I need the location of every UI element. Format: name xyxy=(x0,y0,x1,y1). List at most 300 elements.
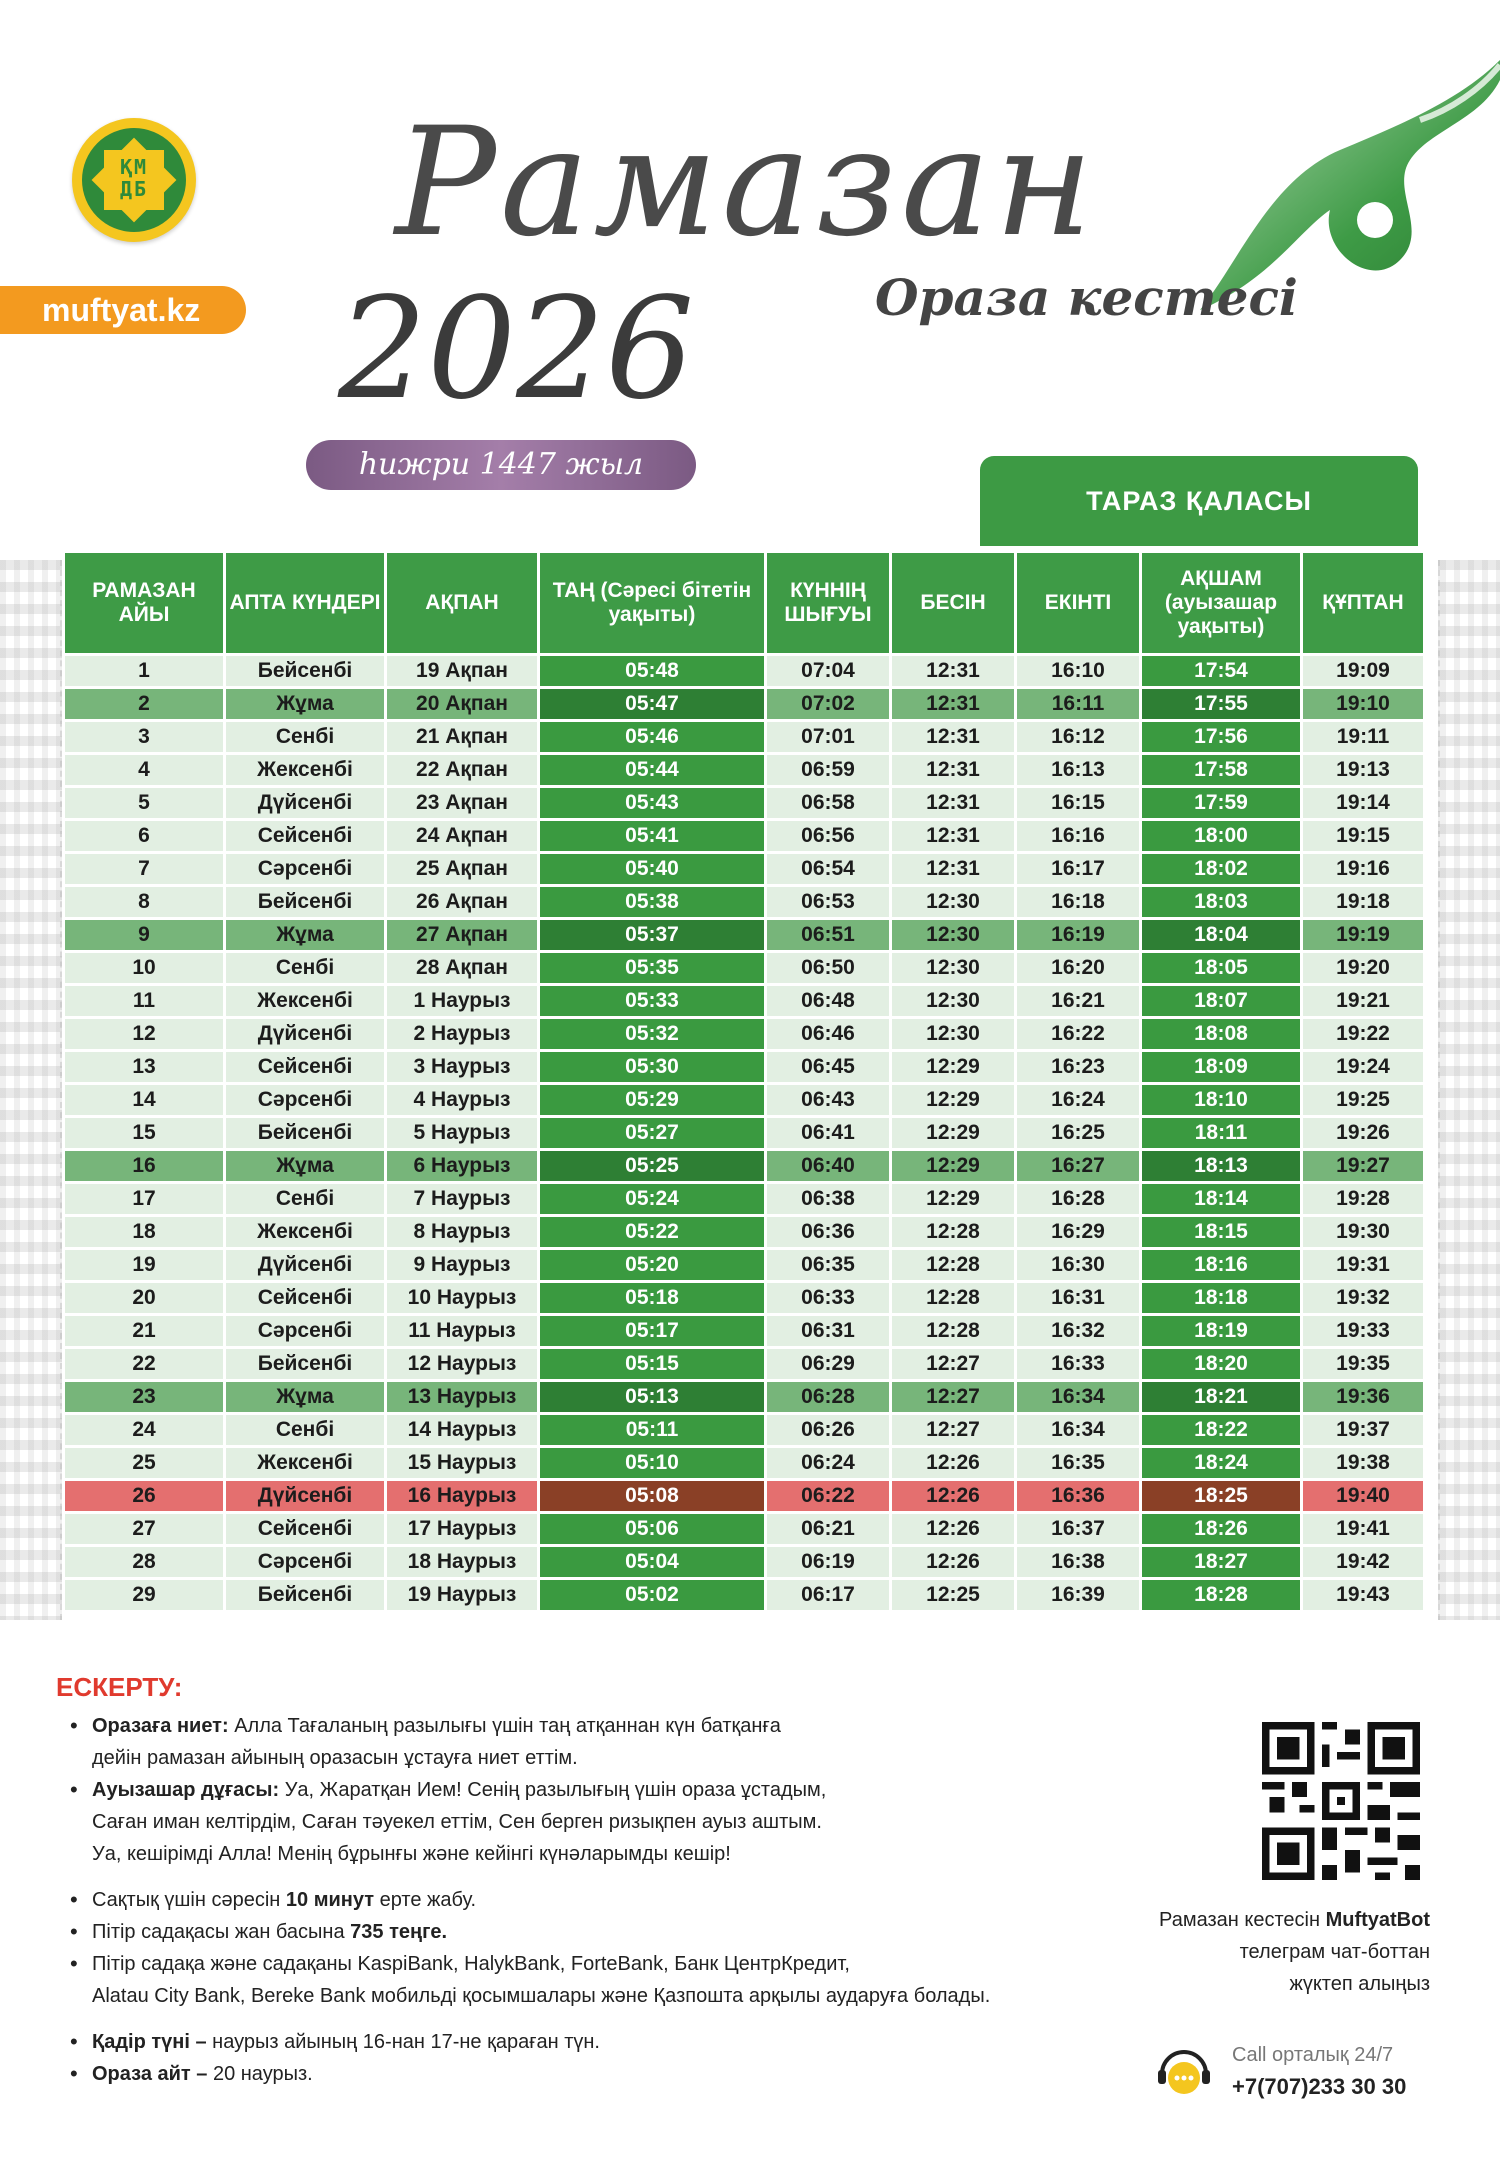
cell-aqsham: 18:26 xyxy=(1142,1514,1300,1544)
cell-d: 11 xyxy=(65,986,223,1016)
cell-quptan: 19:11 xyxy=(1303,722,1423,752)
cell-w: Бейсенбі xyxy=(226,656,384,686)
header-ekinti: ЕКІНТІ xyxy=(1017,553,1139,653)
note-bank-line1: Пітір садақа және садақаны KaspiBank, HalykBank, ForteBank, Банк ЦентрКредит, xyxy=(92,1953,850,1975)
cell-besin: 12:31 xyxy=(892,788,1014,818)
cell-besin: 12:30 xyxy=(892,986,1014,1016)
cell-quptan: 19:38 xyxy=(1303,1448,1423,1478)
cell-aqsham: 18:02 xyxy=(1142,854,1300,884)
note-niet-label: Оразаға ниет: xyxy=(92,1715,229,1737)
cell-quptan: 19:15 xyxy=(1303,821,1423,851)
cell-ekinti: 16:29 xyxy=(1017,1217,1139,1247)
cell-d: 8 xyxy=(65,887,223,917)
cell-besin: 12:26 xyxy=(892,1514,1014,1544)
cell-w: Сәрсенбі xyxy=(226,1547,384,1577)
cell-aqsham: 17:54 xyxy=(1142,656,1300,686)
cell-w: Сейсенбі xyxy=(226,821,384,851)
bot-name-link[interactable]: MuftyatBot xyxy=(1325,1909,1430,1931)
cell-ekinti: 16:32 xyxy=(1017,1316,1139,1346)
cell-quptan: 19:22 xyxy=(1303,1019,1423,1049)
cell-w: Дүйсенбі xyxy=(226,788,384,818)
note-bank xyxy=(70,1948,1130,2012)
cell-tan: 05:27 xyxy=(540,1118,764,1148)
cell-kun: 07:01 xyxy=(767,722,889,752)
table-row xyxy=(65,788,1423,818)
cell-besin: 12:28 xyxy=(892,1217,1014,1247)
cell-kun: 06:35 xyxy=(767,1250,889,1280)
cell-besin: 12:26 xyxy=(892,1448,1014,1478)
cell-quptan: 19:16 xyxy=(1303,854,1423,884)
cell-quptan: 19:09 xyxy=(1303,656,1423,686)
cell-quptan: 19:43 xyxy=(1303,1580,1423,1610)
cell-besin: 12:31 xyxy=(892,755,1014,785)
cell-besin: 12:31 xyxy=(892,854,1014,884)
cell-tan: 05:29 xyxy=(540,1085,764,1115)
table-row xyxy=(65,722,1423,752)
call-center-phone[interactable]: +7(707)233 30 30 xyxy=(1232,2074,1407,2099)
cell-besin: 12:29 xyxy=(892,1052,1014,1082)
note-saq-post: ерте жабу. xyxy=(374,1889,477,1911)
cell-w: Сәрсенбі xyxy=(226,854,384,884)
table-row xyxy=(65,887,1423,917)
cell-d: 20 xyxy=(65,1283,223,1313)
cell-w: Сәрсенбі xyxy=(226,1316,384,1346)
cell-aqsham: 18:22 xyxy=(1142,1415,1300,1445)
cell-tan: 05:46 xyxy=(540,722,764,752)
cell-ekinti: 16:19 xyxy=(1017,920,1139,950)
table-row xyxy=(65,1382,1423,1412)
cell-dt: 1 Наурыз xyxy=(387,986,537,1016)
cell-w: Жұма xyxy=(226,1382,384,1412)
cell-aqsham: 18:27 xyxy=(1142,1547,1300,1577)
cell-aqsham: 18:05 xyxy=(1142,953,1300,983)
table-row xyxy=(65,1019,1423,1049)
header-aqsham: АҚШАМ (ауызашар уақыты) xyxy=(1142,553,1300,653)
cell-besin: 12:27 xyxy=(892,1349,1014,1379)
note-ait-bold: Ораза айт – xyxy=(92,2063,208,2085)
cell-quptan: 19:18 xyxy=(1303,887,1423,917)
cell-aqsham: 18:11 xyxy=(1142,1118,1300,1148)
table-row xyxy=(65,986,1423,1016)
cell-aqsham: 18:03 xyxy=(1142,887,1300,917)
cell-kun: 06:54 xyxy=(767,854,889,884)
cell-besin: 12:29 xyxy=(892,1085,1014,1115)
muftyat-logo xyxy=(72,118,196,242)
cell-ekinti: 16:13 xyxy=(1017,755,1139,785)
cell-dt: 19 Наурыз xyxy=(387,1580,537,1610)
cell-kun: 06:17 xyxy=(767,1580,889,1610)
cell-w: Сейсенбі xyxy=(226,1052,384,1082)
cell-besin: 12:31 xyxy=(892,656,1014,686)
cell-ekinti: 16:28 xyxy=(1017,1184,1139,1214)
cell-quptan: 19:26 xyxy=(1303,1118,1423,1148)
cell-tan: 05:38 xyxy=(540,887,764,917)
cell-dt: 2 Наурыз xyxy=(387,1019,537,1049)
cell-quptan: 19:41 xyxy=(1303,1514,1423,1544)
cell-tan: 05:30 xyxy=(540,1052,764,1082)
cell-w: Бейсенбі xyxy=(226,887,384,917)
cell-ekinti: 16:17 xyxy=(1017,854,1139,884)
cell-kun: 06:36 xyxy=(767,1217,889,1247)
cell-kun: 07:04 xyxy=(767,656,889,686)
title-ramazan: Рамазан xyxy=(395,96,1098,270)
cell-besin: 12:29 xyxy=(892,1184,1014,1214)
cell-besin: 12:26 xyxy=(892,1481,1014,1511)
cell-tan: 05:11 xyxy=(540,1415,764,1445)
schedule-table-wrap xyxy=(62,550,1420,1613)
cell-aqsham: 18:16 xyxy=(1142,1250,1300,1280)
cell-aqsham: 18:25 xyxy=(1142,1481,1300,1511)
cell-quptan: 19:31 xyxy=(1303,1250,1423,1280)
cell-ekinti: 16:11 xyxy=(1017,689,1139,719)
cell-tan: 05:37 xyxy=(540,920,764,950)
cell-ekinti: 16:33 xyxy=(1017,1349,1139,1379)
cell-tan: 05:40 xyxy=(540,854,764,884)
note-pitir-pre: Пітір садақасы жан басына xyxy=(92,1921,351,1943)
header-weekday: АПТА КҮНДЕРІ xyxy=(226,553,384,653)
cell-kun: 06:48 xyxy=(767,986,889,1016)
cell-aqsham: 18:28 xyxy=(1142,1580,1300,1610)
table-row xyxy=(65,1052,1423,1082)
cell-d: 5 xyxy=(65,788,223,818)
table-row xyxy=(65,1151,1423,1181)
cell-tan: 05:20 xyxy=(540,1250,764,1280)
cell-w: Сенбі xyxy=(226,1415,384,1445)
cell-tan: 05:33 xyxy=(540,986,764,1016)
cell-kun: 06:53 xyxy=(767,887,889,917)
cell-quptan: 19:25 xyxy=(1303,1085,1423,1115)
cell-d: 6 xyxy=(65,821,223,851)
cell-ekinti: 16:15 xyxy=(1017,788,1139,818)
table-row xyxy=(65,1085,1423,1115)
cell-dt: 21 Ақпан xyxy=(387,722,537,752)
cell-dt: 7 Наурыз xyxy=(387,1184,537,1214)
cell-quptan: 19:30 xyxy=(1303,1217,1423,1247)
cell-ekinti: 16:31 xyxy=(1017,1283,1139,1313)
cell-besin: 12:30 xyxy=(892,1019,1014,1049)
city-tab: ТАРАЗ ҚАЛАСЫ xyxy=(980,456,1418,546)
cell-dt: 12 Наурыз xyxy=(387,1349,537,1379)
bot-line1-pre: Рамазан кестесін xyxy=(1159,1909,1326,1931)
cell-kun: 06:45 xyxy=(767,1052,889,1082)
cell-d: 16 xyxy=(65,1151,223,1181)
cell-dt: 23 Ақпан xyxy=(387,788,537,818)
cell-w: Дүйсенбі xyxy=(226,1481,384,1511)
cell-d: 24 xyxy=(65,1415,223,1445)
cell-kun: 06:28 xyxy=(767,1382,889,1412)
cell-tan: 05:10 xyxy=(540,1448,764,1478)
qr-code-icon[interactable] xyxy=(1262,1722,1420,1880)
cell-ekinti: 16:35 xyxy=(1017,1448,1139,1478)
cell-quptan: 19:32 xyxy=(1303,1283,1423,1313)
cell-d: 25 xyxy=(65,1448,223,1478)
note-bank-line2: Alatau City Bank, Bereke Bank мобильді қосымшалары және Қазпошта арқылы аударуға болады. xyxy=(92,1985,991,2007)
note-niet-line1: Алла Тағаланың разылығы үшін таң атқаннан күн батқанға xyxy=(228,1715,781,1737)
cell-w: Дүйсенбі xyxy=(226,1250,384,1280)
cell-dt: 22 Ақпан xyxy=(387,755,537,785)
table-row xyxy=(65,854,1423,884)
note-pitir-bold: 735 теңге. xyxy=(350,1921,448,1943)
cell-w: Дүйсенбі xyxy=(226,1019,384,1049)
right-ornament-border xyxy=(1438,560,1500,1620)
cell-w: Бейсенбі xyxy=(226,1118,384,1148)
note-dua-line3: Уа, кешірімді Алла! Менің бұрынғы және кейінгі күнәларымды кешір! xyxy=(92,1843,731,1865)
note-dua-label: Ауызашар дұғасы: xyxy=(92,1779,280,1801)
cell-w: Жексенбі xyxy=(226,1217,384,1247)
cell-d: 22 xyxy=(65,1349,223,1379)
cell-d: 3 xyxy=(65,722,223,752)
note-niet-line2: дейін рамазан айының оразасын ұстауға ниет еттім. xyxy=(92,1747,578,1769)
cell-w: Жұма xyxy=(226,689,384,719)
cell-dt: 19 Ақпан xyxy=(387,656,537,686)
cell-aqsham: 18:15 xyxy=(1142,1217,1300,1247)
table-row xyxy=(65,689,1423,719)
cell-tan: 05:22 xyxy=(540,1217,764,1247)
notes-title: ЕСКЕРТУ: xyxy=(56,1672,183,1702)
cell-quptan: 19:21 xyxy=(1303,986,1423,1016)
cell-quptan: 19:14 xyxy=(1303,788,1423,818)
cell-tan: 05:43 xyxy=(540,788,764,818)
cell-d: 2 xyxy=(65,689,223,719)
cell-quptan: 19:28 xyxy=(1303,1184,1423,1214)
cell-dt: 14 Наурыз xyxy=(387,1415,537,1445)
cell-aqsham: 18:04 xyxy=(1142,920,1300,950)
cell-d: 7 xyxy=(65,854,223,884)
cell-tan: 05:35 xyxy=(540,953,764,983)
bot-info xyxy=(1030,1904,1430,2000)
cell-besin: 12:27 xyxy=(892,1382,1014,1412)
cell-aqsham: 18:18 xyxy=(1142,1283,1300,1313)
cell-dt: 28 Ақпан xyxy=(387,953,537,983)
cell-dt: 26 Ақпан xyxy=(387,887,537,917)
title-year: 2026 xyxy=(338,268,695,431)
note-dua-line1: Уа, Жаратқан Ием! Сенің разылығың үшін ораза ұстадым, xyxy=(279,1779,827,1801)
table-row xyxy=(65,1448,1423,1478)
table-row xyxy=(65,1514,1423,1544)
cell-aqsham: 18:10 xyxy=(1142,1085,1300,1115)
hijri-year-ribbon: һижри 1447 жыл xyxy=(306,440,696,490)
cell-d: 13 xyxy=(65,1052,223,1082)
note-dua-line2: Саған иман келтірдім, Саған тәуекел еттім, Сен берген ризықпен ауыз аштым. xyxy=(92,1811,822,1833)
cell-aqsham: 18:20 xyxy=(1142,1349,1300,1379)
cell-tan: 05:18 xyxy=(540,1283,764,1313)
cell-tan: 05:15 xyxy=(540,1349,764,1379)
cell-ekinti: 16:30 xyxy=(1017,1250,1139,1280)
cell-aqsham: 17:56 xyxy=(1142,722,1300,752)
table-row xyxy=(65,1118,1423,1148)
note-qadir xyxy=(70,2026,1130,2058)
note-dua xyxy=(70,1774,1130,1870)
table-row xyxy=(65,1316,1423,1346)
cell-tan: 05:25 xyxy=(540,1151,764,1181)
table-row xyxy=(65,920,1423,950)
cell-kun: 06:33 xyxy=(767,1283,889,1313)
table-body xyxy=(65,656,1423,1610)
note-niet xyxy=(70,1710,1130,1774)
cell-w: Сейсенбі xyxy=(226,1514,384,1544)
cell-kun: 07:02 xyxy=(767,689,889,719)
cell-besin: 12:30 xyxy=(892,887,1014,917)
cell-ekinti: 16:34 xyxy=(1017,1382,1139,1412)
cell-tan: 05:04 xyxy=(540,1547,764,1577)
cell-tan: 05:13 xyxy=(540,1382,764,1412)
cell-ekinti: 16:20 xyxy=(1017,953,1139,983)
header-kun: КҮННІҢ ШЫҒУЫ xyxy=(767,553,889,653)
table-row xyxy=(65,1580,1423,1610)
cell-ekinti: 16:21 xyxy=(1017,986,1139,1016)
table-row xyxy=(65,1283,1423,1313)
cell-aqsham: 18:08 xyxy=(1142,1019,1300,1049)
table-row xyxy=(65,755,1423,785)
cell-ekinti: 16:36 xyxy=(1017,1481,1139,1511)
cell-aqsham: 18:13 xyxy=(1142,1151,1300,1181)
left-ornament-border xyxy=(0,560,62,1620)
cell-aqsham: 18:14 xyxy=(1142,1184,1300,1214)
cell-kun: 06:26 xyxy=(767,1415,889,1445)
cell-d: 4 xyxy=(65,755,223,785)
cell-quptan: 19:40 xyxy=(1303,1481,1423,1511)
cell-quptan: 19:24 xyxy=(1303,1052,1423,1082)
cell-dt: 18 Наурыз xyxy=(387,1547,537,1577)
note-qadir-bold: Қадір түні – xyxy=(92,2031,207,2053)
cell-aqsham: 18:09 xyxy=(1142,1052,1300,1082)
note-pitir xyxy=(70,1916,1130,1948)
cell-dt: 15 Наурыз xyxy=(387,1448,537,1478)
cell-besin: 12:29 xyxy=(892,1151,1014,1181)
cell-kun: 06:24 xyxy=(767,1448,889,1478)
cell-d: 23 xyxy=(65,1382,223,1412)
cell-d: 15 xyxy=(65,1118,223,1148)
cell-ekinti: 16:23 xyxy=(1017,1052,1139,1082)
cell-dt: 24 Ақпан xyxy=(387,821,537,851)
cell-dt: 25 Ақпан xyxy=(387,854,537,884)
cell-kun: 06:50 xyxy=(767,953,889,983)
cell-aqsham: 18:21 xyxy=(1142,1382,1300,1412)
cell-tan: 05:08 xyxy=(540,1481,764,1511)
cell-ekinti: 16:24 xyxy=(1017,1085,1139,1115)
cell-besin: 12:25 xyxy=(892,1580,1014,1610)
cell-d: 9 xyxy=(65,920,223,950)
table-row xyxy=(65,1415,1423,1445)
cell-kun: 06:51 xyxy=(767,920,889,950)
subtitle-oraza-kestesi: Ораза кестесі xyxy=(875,268,1298,327)
cell-besin: 12:27 xyxy=(892,1415,1014,1445)
cell-quptan: 19:10 xyxy=(1303,689,1423,719)
cell-dt: 9 Наурыз xyxy=(387,1250,537,1280)
cell-aqsham: 17:55 xyxy=(1142,689,1300,719)
cell-w: Бейсенбі xyxy=(226,1580,384,1610)
cell-tan: 05:44 xyxy=(540,755,764,785)
cell-besin: 12:28 xyxy=(892,1316,1014,1346)
note-saq-bold: 10 минут xyxy=(285,1889,375,1911)
cell-d: 21 xyxy=(65,1316,223,1346)
cell-quptan: 19:13 xyxy=(1303,755,1423,785)
cell-d: 1 xyxy=(65,656,223,686)
cell-besin: 12:28 xyxy=(892,1283,1014,1313)
cell-ekinti: 16:38 xyxy=(1017,1547,1139,1577)
call-center-icon xyxy=(1152,2040,1216,2104)
cell-kun: 06:29 xyxy=(767,1349,889,1379)
cell-kun: 06:21 xyxy=(767,1514,889,1544)
cell-d: 18 xyxy=(65,1217,223,1247)
cell-dt: 5 Наурыз xyxy=(387,1118,537,1148)
cell-besin: 12:31 xyxy=(892,821,1014,851)
cell-kun: 06:38 xyxy=(767,1184,889,1214)
cell-w: Сенбі xyxy=(226,722,384,752)
cell-quptan: 19:33 xyxy=(1303,1316,1423,1346)
note-saqtyq xyxy=(70,1884,1130,1916)
cell-tan: 05:06 xyxy=(540,1514,764,1544)
cell-d: 28 xyxy=(65,1547,223,1577)
table-row xyxy=(65,1250,1423,1280)
cell-aqsham: 18:24 xyxy=(1142,1448,1300,1478)
cell-tan: 05:47 xyxy=(540,689,764,719)
cell-quptan: 19:20 xyxy=(1303,953,1423,983)
cell-d: 17 xyxy=(65,1184,223,1214)
cell-ekinti: 16:34 xyxy=(1017,1415,1139,1445)
cell-ekinti: 16:10 xyxy=(1017,656,1139,686)
cell-w: Сенбі xyxy=(226,953,384,983)
cell-dt: 4 Наурыз xyxy=(387,1085,537,1115)
site-badge: muftyat.kz xyxy=(0,286,246,334)
cell-dt: 3 Наурыз xyxy=(387,1052,537,1082)
table-header-row xyxy=(65,553,1423,653)
note-saq-pre: Сақтық үшін сәресін xyxy=(92,1889,286,1911)
table-row xyxy=(65,953,1423,983)
table-row xyxy=(65,1481,1423,1511)
cell-d: 27 xyxy=(65,1514,223,1544)
cell-quptan: 19:36 xyxy=(1303,1382,1423,1412)
header-quptan: ҚҰПТАН xyxy=(1303,553,1423,653)
cell-d: 10 xyxy=(65,953,223,983)
cell-ekinti: 16:22 xyxy=(1017,1019,1139,1049)
cell-dt: 13 Наурыз xyxy=(387,1382,537,1412)
cell-ekinti: 16:27 xyxy=(1017,1151,1139,1181)
cell-ekinti: 16:12 xyxy=(1017,722,1139,752)
cell-quptan: 19:27 xyxy=(1303,1151,1423,1181)
cell-tan: 05:48 xyxy=(540,656,764,686)
cell-aqsham: 18:19 xyxy=(1142,1316,1300,1346)
logo-text-bottom: ДБ xyxy=(119,177,149,201)
cell-w: Жексенбі xyxy=(226,755,384,785)
table-row xyxy=(65,1547,1423,1577)
cell-besin: 12:31 xyxy=(892,689,1014,719)
cell-kun: 06:58 xyxy=(767,788,889,818)
cell-ekinti: 16:25 xyxy=(1017,1118,1139,1148)
cell-dt: 27 Ақпан xyxy=(387,920,537,950)
cell-dt: 8 Наурыз xyxy=(387,1217,537,1247)
cell-w: Бейсенбі xyxy=(226,1349,384,1379)
cell-w: Жексенбі xyxy=(226,986,384,1016)
header-besin: БЕСІН xyxy=(892,553,1014,653)
cell-kun: 06:46 xyxy=(767,1019,889,1049)
logo-text-top: ҚМ xyxy=(119,155,149,179)
cell-kun: 06:40 xyxy=(767,1151,889,1181)
table-row xyxy=(65,821,1423,851)
cell-kun: 06:31 xyxy=(767,1316,889,1346)
cell-d: 14 xyxy=(65,1085,223,1115)
cell-quptan: 19:19 xyxy=(1303,920,1423,950)
cell-besin: 12:26 xyxy=(892,1547,1014,1577)
cell-d: 12 xyxy=(65,1019,223,1049)
cell-besin: 12:28 xyxy=(892,1250,1014,1280)
cell-w: Жұма xyxy=(226,1151,384,1181)
cell-tan: 05:41 xyxy=(540,821,764,851)
table-row xyxy=(65,1349,1423,1379)
call-center-title: Call орталық 24/7 xyxy=(1232,2044,1394,2066)
cell-dt: 6 Наурыз xyxy=(387,1151,537,1181)
ramadan-schedule-table xyxy=(62,550,1426,1613)
